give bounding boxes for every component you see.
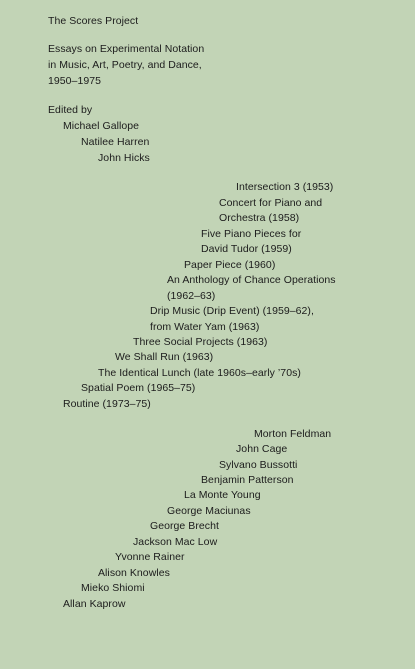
work-title: An Anthology of Chance Operations [167, 274, 336, 286]
work-title: (1962–63) [167, 290, 216, 302]
artist-name: Allan Kaprow [63, 598, 126, 610]
work-title: Spatial Poem (1965–75) [81, 382, 196, 394]
artist-name: Yvonne Rainer [115, 551, 185, 563]
artist-name: Morton Feldman [254, 428, 332, 440]
subtitle-line-1: Essays on Experimental Notation [48, 43, 205, 55]
artist-name: La Monte Young [184, 489, 261, 501]
work-title: Concert for Piano and [219, 197, 323, 209]
edited-by-label: Edited by [48, 104, 93, 116]
editor-name: Natilee Harren [81, 136, 150, 148]
artist-name: Benjamin Patterson [201, 474, 294, 486]
artist-name: Mieko Shiomi [81, 582, 145, 594]
work-title: Paper Piece (1960) [184, 259, 276, 271]
work-title: Three Social Projects (1963) [133, 336, 268, 348]
editor-name: Michael Gallope [63, 120, 140, 132]
book-title: The Scores Project [48, 15, 139, 27]
work-title: David Tudor (1959) [201, 243, 292, 255]
subtitle-line-2: in Music, Art, Poetry, and Dance, [48, 59, 202, 71]
work-title: The Identical Lunch (late 1960s–early ’70s) [98, 367, 301, 379]
artist-name: Jackson Mac Low [133, 536, 218, 548]
artist-name: George Maciunas [167, 505, 251, 517]
editor-name: John Hicks [98, 152, 150, 164]
work-title: Orchestra (1958) [219, 212, 300, 224]
work-title: Routine (1973–75) [63, 398, 151, 410]
work-title: from Water Yam (1963) [150, 321, 260, 333]
work-title: We Shall Run (1963) [115, 351, 214, 363]
artist-name: Alison Knowles [98, 567, 170, 579]
work-title: Five Piano Pieces for [201, 228, 302, 240]
artist-name: Sylvano Bussotti [219, 459, 298, 471]
subtitle-line-3: 1950–1975 [48, 75, 102, 87]
work-title: Intersection 3 (1953) [236, 181, 334, 193]
artist-name: John Cage [236, 443, 288, 455]
artist-name: George Brecht [150, 520, 219, 532]
work-title: Drip Music (Drip Event) (1959–62), [150, 305, 314, 317]
